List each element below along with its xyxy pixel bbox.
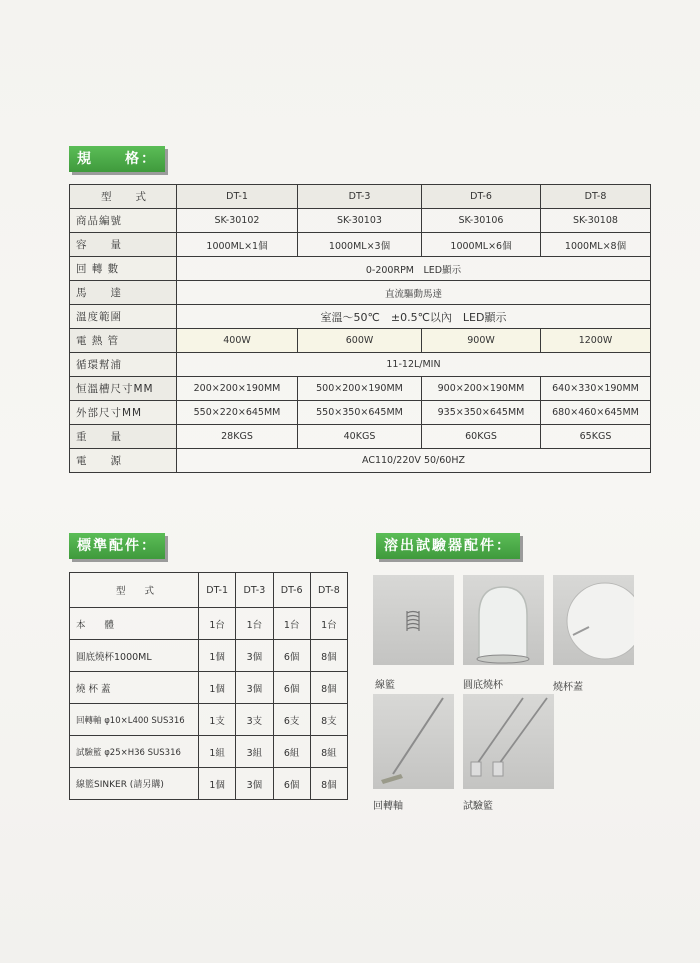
lid-photo xyxy=(553,575,634,665)
accessories-cell: 8個 xyxy=(310,768,347,800)
accessories-row-basket xyxy=(70,736,348,768)
spec-row-bath-size xyxy=(70,377,651,401)
accessories-label: 回轉軸 φ10×L400 SUS316 xyxy=(70,704,199,736)
test-basket-icon xyxy=(463,694,554,789)
sinker-icon xyxy=(373,575,454,665)
accessories-label: 本 體 xyxy=(70,608,199,640)
beaker-photo xyxy=(463,575,544,665)
accessories-table xyxy=(69,572,348,800)
spec-header-dt8: DT-8 xyxy=(541,185,651,209)
spec-cell: 500×200×190MM xyxy=(298,377,422,401)
spec-cell: 65KGS xyxy=(541,425,651,449)
sinker-photo xyxy=(373,575,454,665)
spec-label: 電 源 xyxy=(70,449,177,473)
spec-cell: SK-30103 xyxy=(298,209,422,233)
spec-label: 循環幫浦 xyxy=(70,353,177,377)
basket-photo xyxy=(463,694,554,789)
accessories-row-body xyxy=(70,608,348,640)
accessories-label: 燒 杯 蓋 xyxy=(70,672,199,704)
spec-cell: 1000ML×6個 xyxy=(422,233,541,257)
spec-row-rpm xyxy=(70,257,651,281)
spec-cell: 900×200×190MM xyxy=(422,377,541,401)
spec-row-product-code xyxy=(70,209,651,233)
accessories-row-shaft xyxy=(70,704,348,736)
spec-cell: 600W xyxy=(298,329,422,353)
accessories-cell: 3個 xyxy=(236,768,273,800)
accessories-header-dt3: DT-3 xyxy=(236,573,273,608)
accessories-cell: 1台 xyxy=(199,608,236,640)
spec-cell: 室溫～50℃ ±0.5℃以內 LED顯示 xyxy=(177,305,651,329)
accessories-cell: 1台 xyxy=(273,608,310,640)
spec-cell: 1000ML×1個 xyxy=(177,233,298,257)
spec-section-title: 規 格： xyxy=(69,146,165,172)
shaft-photo xyxy=(373,694,454,789)
basket-caption: 試驗籃 xyxy=(463,801,493,812)
accessories-cell: 1組 xyxy=(199,736,236,768)
accessories-cell: 8個 xyxy=(310,672,347,704)
spec-row-temperature xyxy=(70,305,651,329)
spec-cell: SK-30108 xyxy=(541,209,651,233)
accessories-label: 圓底燒杯1000ML xyxy=(70,640,199,672)
accessories-row-lid xyxy=(70,672,348,704)
beaker-lid-icon xyxy=(553,575,634,665)
spec-cell: SK-30102 xyxy=(177,209,298,233)
lid-caption: 燒杯蓋 xyxy=(553,682,583,693)
spec-cell: 400W xyxy=(177,329,298,353)
accessories-cell: 3組 xyxy=(236,736,273,768)
spec-cell: 640×330×190MM xyxy=(541,377,651,401)
accessories-cell: 8組 xyxy=(310,736,347,768)
sinker-caption: 線籃 xyxy=(375,680,395,691)
spec-row-power xyxy=(70,449,651,473)
spec-cell: 550×220×645MM xyxy=(177,401,298,425)
spec-row-heater xyxy=(70,329,651,353)
accessories-header-row xyxy=(70,573,348,608)
spec-cell: AC110/220V 50/60HZ xyxy=(177,449,651,473)
accessories-cell: 6支 xyxy=(273,704,310,736)
spec-cell: 40KGS xyxy=(298,425,422,449)
spec-label: 馬 達 xyxy=(70,281,177,305)
spec-header-dt1: DT-1 xyxy=(177,185,298,209)
accessories-cell: 1個 xyxy=(199,640,236,672)
accessories-cell: 6組 xyxy=(273,736,310,768)
shaft-caption: 回轉軸 xyxy=(373,801,403,812)
accessories-header-model: 型 式 xyxy=(70,573,199,608)
accessories-cell: 1個 xyxy=(199,672,236,704)
accessories-header-dt6: DT-6 xyxy=(273,573,310,608)
accessories-cell: 3個 xyxy=(236,640,273,672)
spec-cell: 550×350×645MM xyxy=(298,401,422,425)
spec-row-weight xyxy=(70,425,651,449)
spec-label: 溫度範圍 xyxy=(70,305,177,329)
accessories-cell: 1支 xyxy=(199,704,236,736)
accessories-header-dt1: DT-1 xyxy=(199,573,236,608)
spec-cell: 900W xyxy=(422,329,541,353)
spec-cell: 1000ML×3個 xyxy=(298,233,422,257)
accessories-cell: 6個 xyxy=(273,640,310,672)
accessories-cell: 3支 xyxy=(236,704,273,736)
spec-row-pump xyxy=(70,353,651,377)
round-beaker-icon xyxy=(463,575,544,665)
spec-cell: 935×350×645MM xyxy=(422,401,541,425)
accessories-label: 線籃SINKER (請另購) xyxy=(70,768,199,800)
accessories-row-beaker xyxy=(70,640,348,672)
spec-row-outer-size xyxy=(70,401,651,425)
accessories-cell: 6個 xyxy=(273,768,310,800)
spec-cell: 28KGS xyxy=(177,425,298,449)
spec-cell: SK-30106 xyxy=(422,209,541,233)
spec-label: 回 轉 數 xyxy=(70,257,177,281)
spec-cell: 0-200RPM LED顯示 xyxy=(177,257,651,281)
accessories-cell: 8支 xyxy=(310,704,347,736)
accessories-row-sinker xyxy=(70,768,348,800)
accessories-section-title: 標準配件： xyxy=(69,533,165,559)
spec-label: 容 量 xyxy=(70,233,177,257)
spec-row-motor xyxy=(70,281,651,305)
spec-header-dt6: DT-6 xyxy=(422,185,541,209)
spec-cell: 11-12L/MIN xyxy=(177,353,651,377)
spec-row-capacity xyxy=(70,233,651,257)
spec-cell: 60KGS xyxy=(422,425,541,449)
rotating-shaft-icon xyxy=(373,694,454,789)
accessories-header-dt8: DT-8 xyxy=(310,573,347,608)
spec-cell: 680×460×645MM xyxy=(541,401,651,425)
spec-header-dt3: DT-3 xyxy=(298,185,422,209)
beaker-caption: 圓底燒杯 xyxy=(463,680,503,691)
spec-cell: 1000ML×8個 xyxy=(541,233,651,257)
parts-section-title: 溶出試驗器配件： xyxy=(376,533,520,559)
spec-table xyxy=(69,184,651,473)
accessories-cell: 6個 xyxy=(273,672,310,704)
accessories-cell: 1台 xyxy=(236,608,273,640)
accessories-cell: 3個 xyxy=(236,672,273,704)
spec-label: 恒溫槽尺寸MM xyxy=(70,377,177,401)
spec-cell: 1200W xyxy=(541,329,651,353)
accessories-cell: 1台 xyxy=(310,608,347,640)
accessories-label: 試驗籃 φ25×H36 SUS316 xyxy=(70,736,199,768)
accessories-cell: 1個 xyxy=(199,768,236,800)
accessories-cell: 8個 xyxy=(310,640,347,672)
spec-cell: 200×200×190MM xyxy=(177,377,298,401)
spec-cell: 直流驅動馬達 xyxy=(177,281,651,305)
spec-label: 外部尺寸MM xyxy=(70,401,177,425)
spec-label: 商品編號 xyxy=(70,209,177,233)
spec-label: 電 熱 管 xyxy=(70,329,177,353)
spec-header-model: 型 式 xyxy=(70,185,177,209)
spec-label: 重 量 xyxy=(70,425,177,449)
spec-header-row xyxy=(70,185,651,209)
